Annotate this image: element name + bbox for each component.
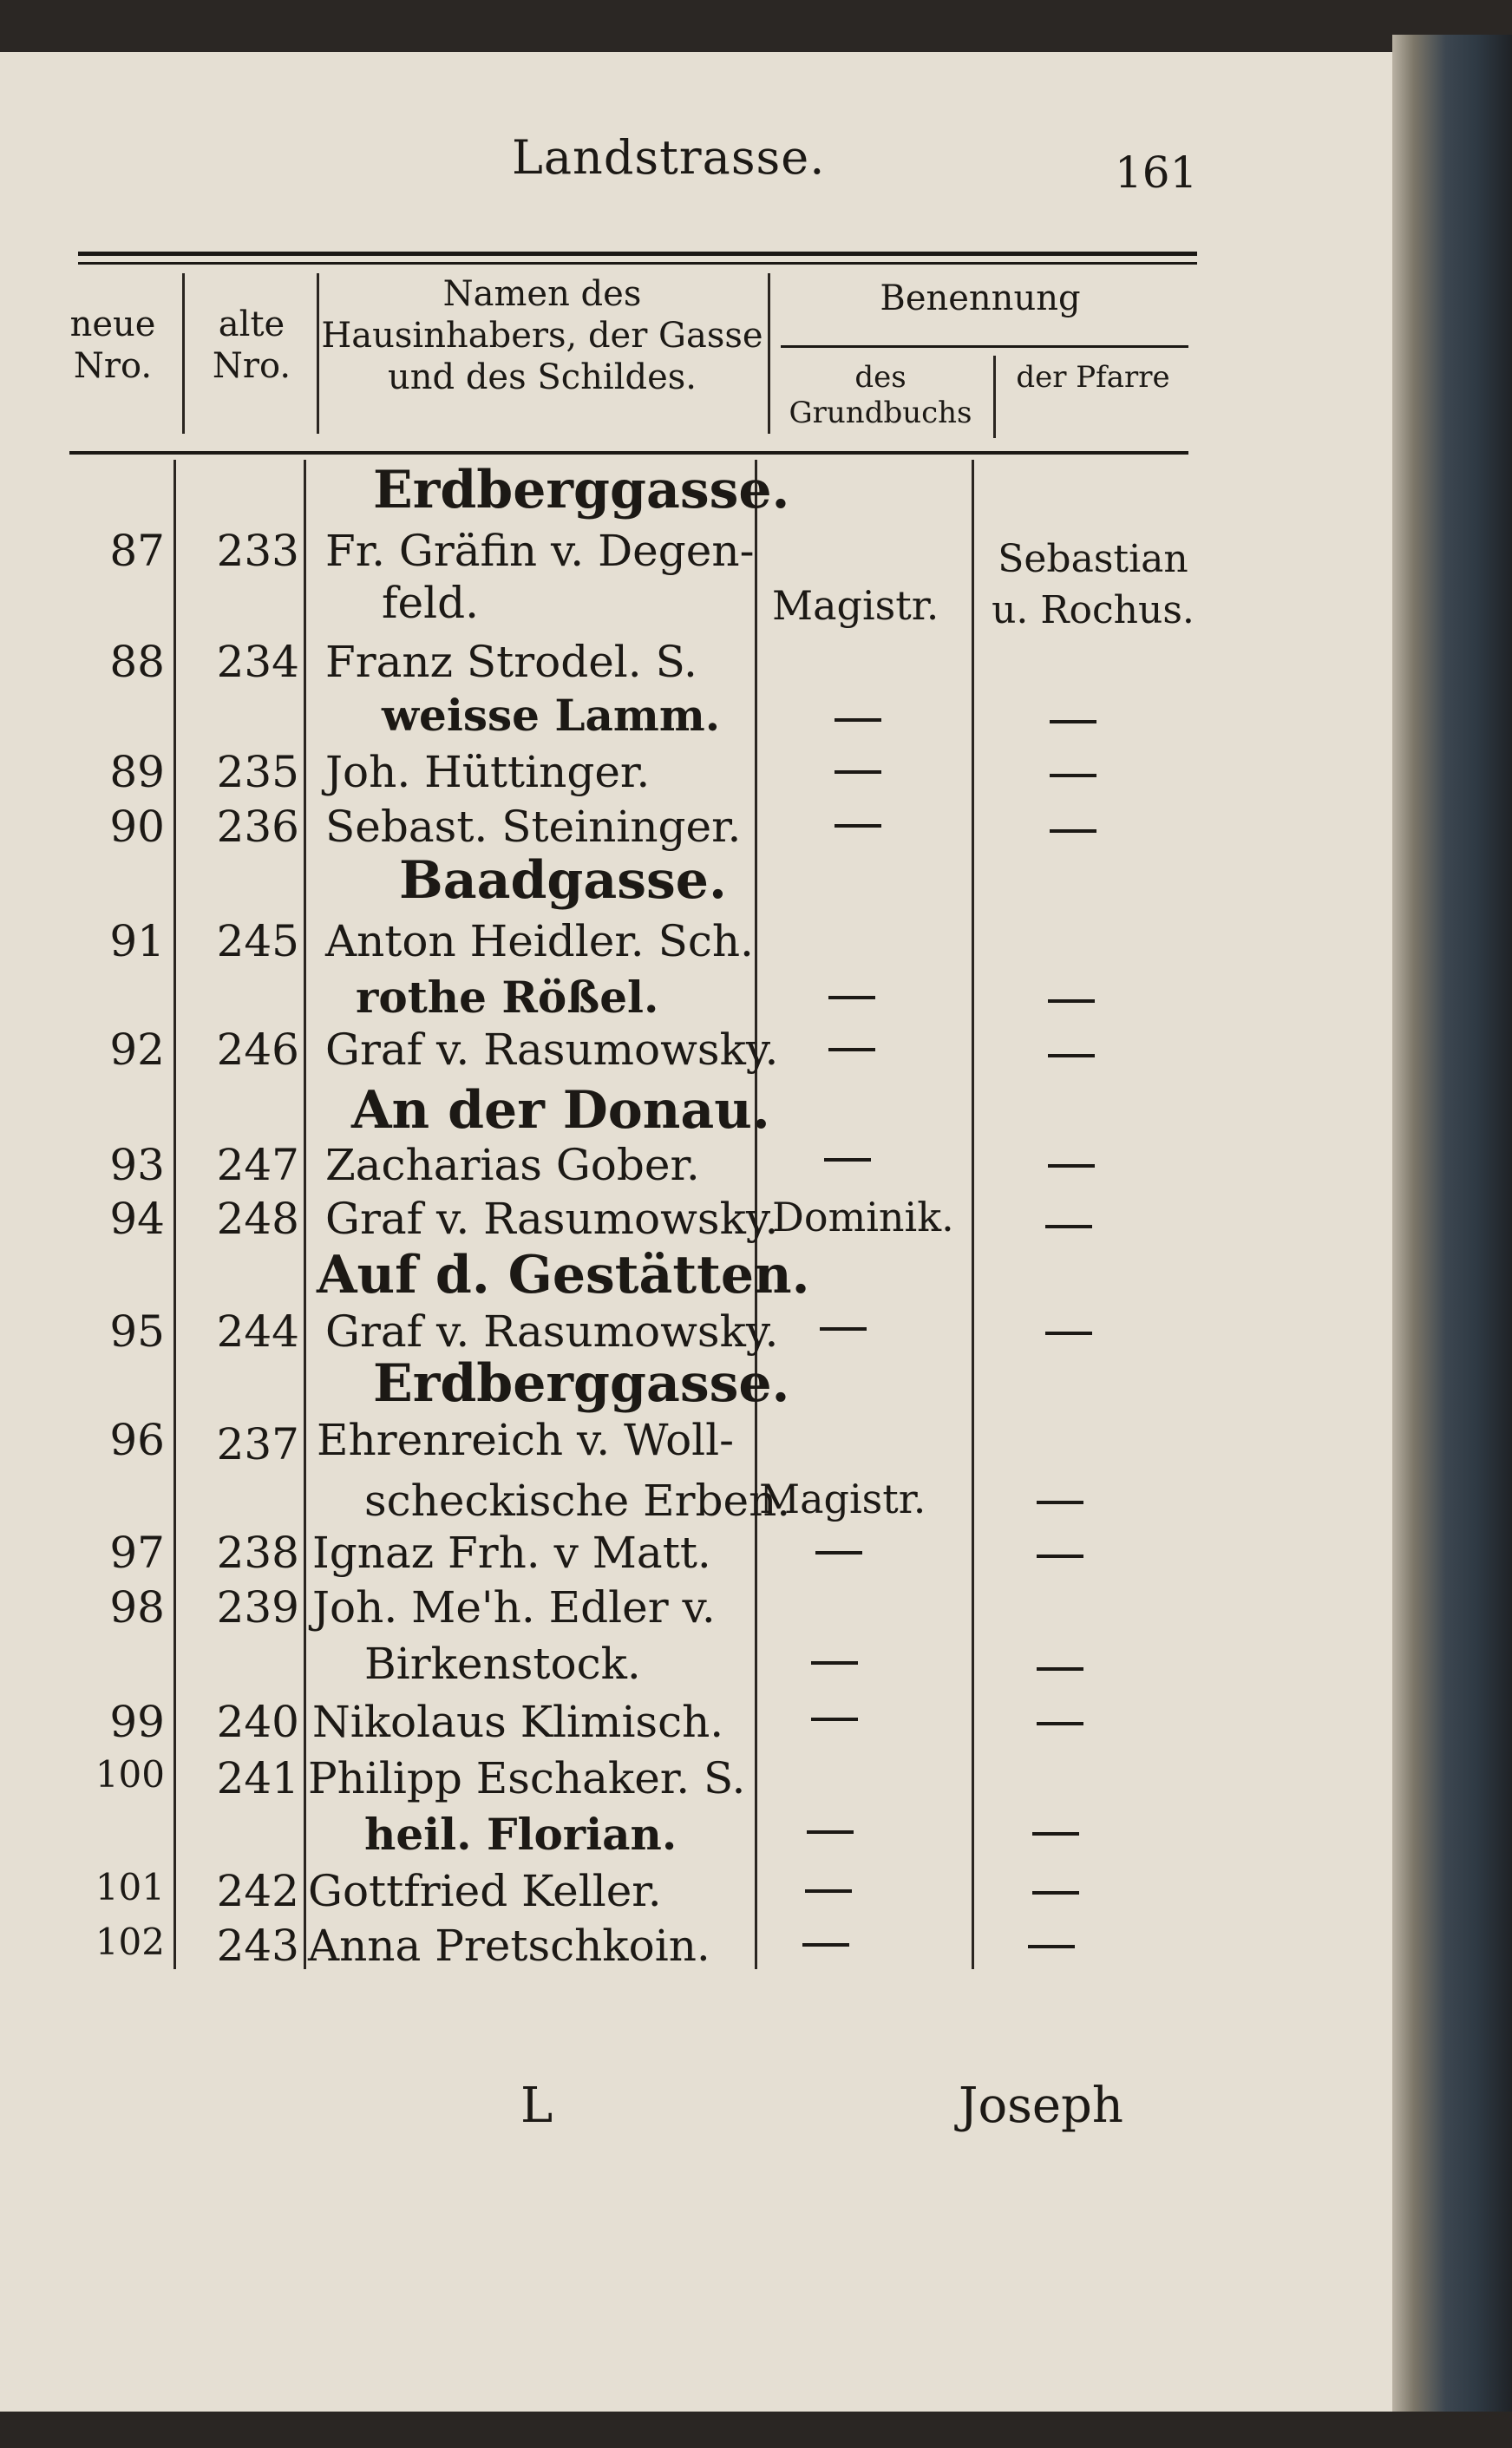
old-no: 241 — [216, 1753, 299, 1803]
new-no: 100 — [95, 1753, 165, 1796]
col-head-ground-book: des Grundbuchs — [789, 360, 972, 430]
section-heading: An der Donau. — [351, 1080, 770, 1141]
owner-line: feld. — [382, 578, 479, 628]
pfarre-ditto — [1032, 1832, 1079, 1836]
new-no: 90 — [109, 802, 165, 852]
owner-line: Sebast. Steininger. — [325, 802, 742, 852]
owner-line: Birkenstock. — [364, 1639, 641, 1689]
owner-line: Nikolaus Klimisch. — [312, 1697, 724, 1747]
grundbuch-value: Magistr. — [772, 582, 939, 629]
owner-line: Graf v. Rasumowsky. — [325, 1194, 779, 1244]
grundbuch-value: Dominik. — [772, 1194, 954, 1240]
grundbuch-ditto — [811, 1718, 858, 1721]
owner-line: Anton Heidler. Sch. — [325, 916, 754, 966]
pfarre-ditto — [1028, 1945, 1075, 1948]
old-no: 239 — [216, 1582, 299, 1633]
grundbuch-ditto — [824, 1158, 871, 1162]
pfarre-ditto — [1037, 1555, 1083, 1558]
pfarre-value: Sebastian u. Rochus. — [992, 537, 1195, 633]
grundbuch-ditto — [802, 1943, 849, 1947]
grundbuch-value: Magistr. — [759, 1476, 926, 1522]
old-no: 246 — [216, 1024, 299, 1075]
old-no: 244 — [216, 1306, 299, 1357]
pfarre-ditto — [1032, 1891, 1079, 1895]
grundbuch-ditto — [835, 718, 881, 722]
owner-line: Graf v. Rasumowsky. — [325, 1024, 779, 1075]
owner-line: rothe Rößel. — [356, 972, 659, 1023]
pfarre-ditto — [1037, 1501, 1083, 1504]
signature-mark: L — [520, 2078, 553, 2134]
body-divider-4 — [972, 460, 974, 1969]
old-no: 242 — [216, 1866, 299, 1916]
old-no: 238 — [216, 1528, 299, 1578]
col-head-parish: der Pfarre — [1016, 360, 1170, 395]
pfarre-ditto — [1037, 1722, 1083, 1725]
owner-line: Graf v. Rasumowsky. — [325, 1306, 779, 1357]
new-no: 97 — [109, 1528, 165, 1578]
old-no: 243 — [216, 1921, 299, 1971]
owner-line: Ehrenreich v. Woll- — [317, 1415, 735, 1465]
col-head-old-no: alte Nro. — [212, 304, 291, 386]
old-no: 236 — [216, 802, 299, 852]
scan-background — [0, 0, 1512, 52]
pfarre-ditto — [1050, 774, 1096, 777]
new-no: 98 — [109, 1582, 165, 1633]
new-no: 93 — [109, 1140, 165, 1190]
new-no: 89 — [109, 747, 165, 797]
header-rule-top — [78, 252, 1197, 256]
old-no: 234 — [216, 637, 299, 687]
section-heading: Erdberggasse. — [373, 460, 790, 520]
pfarre-ditto — [1045, 1332, 1092, 1335]
grundbuch-ditto — [815, 1551, 862, 1555]
header-divider-3 — [768, 273, 770, 434]
grundbuch-ditto — [811, 1661, 858, 1665]
new-no: 94 — [109, 1194, 165, 1244]
col-head-new-no: neue Nro. — [69, 304, 156, 386]
new-no: 88 — [109, 637, 165, 687]
body-divider-2 — [304, 460, 306, 1969]
new-no: 102 — [95, 1921, 165, 1963]
body-divider-1 — [173, 460, 176, 1969]
pfarre-ditto — [1050, 720, 1096, 723]
pfarre-ditto — [1045, 1225, 1092, 1228]
catchword: Joseph — [959, 2078, 1123, 2134]
section-heading: Baadgasse. — [399, 850, 727, 911]
new-no: 87 — [109, 526, 165, 576]
pfarre-ditto — [1048, 1164, 1095, 1168]
new-no: 91 — [109, 916, 165, 966]
grundbuch-ditto — [835, 824, 881, 828]
header-rule-bottom — [69, 451, 1188, 455]
owner-line: Philipp Eschaker. S. — [308, 1753, 746, 1803]
owner-line: Anna Pretschkoin. — [308, 1921, 710, 1971]
col-head-owner: Namen des Hausinhabers, der Gasse und des Schildes. — [321, 274, 763, 397]
old-no: 237 — [216, 1419, 299, 1469]
grundbuch-ditto — [820, 1327, 867, 1331]
pfarre-ditto — [1050, 829, 1096, 833]
owner-line: scheckische Erben. — [364, 1476, 791, 1526]
col-head-designation: Benennung — [880, 278, 1081, 318]
new-no: 96 — [109, 1415, 165, 1465]
header-rule-top-2 — [78, 262, 1197, 265]
owner-line: Zacharias Gober. — [325, 1140, 700, 1190]
grundbuch-ditto — [805, 1889, 852, 1893]
new-no: 95 — [109, 1306, 165, 1357]
old-no: 245 — [216, 916, 299, 966]
new-no: 101 — [95, 1866, 165, 1908]
header-rule-designation — [781, 345, 1188, 348]
old-no: 248 — [216, 1194, 299, 1244]
header-divider-1 — [182, 273, 185, 434]
header-divider-2 — [317, 273, 319, 434]
grundbuch-ditto — [828, 1048, 875, 1051]
owner-line: Joh. Hüttinger. — [325, 747, 651, 797]
grundbuch-ditto — [807, 1830, 854, 1834]
grundbuch-ditto — [835, 770, 881, 774]
owner-line: weisse Lamm. — [382, 690, 721, 741]
old-no: 247 — [216, 1140, 299, 1190]
section-heading: Auf d. Gestätten. — [317, 1245, 810, 1306]
owner-line: Fr. Gräfin v. Degen- — [325, 526, 755, 576]
pfarre-ditto — [1048, 999, 1095, 1003]
page-edge — [1392, 35, 1512, 2412]
new-no: 99 — [109, 1697, 165, 1747]
owner-line: heil. Florian. — [364, 1809, 677, 1860]
new-no: 92 — [109, 1024, 165, 1075]
owner-line: Franz Strodel. S. — [325, 637, 697, 687]
owner-line: Ignaz Frh. v Matt. — [312, 1528, 711, 1578]
page-number: 161 — [1115, 147, 1198, 198]
owner-line: Joh. Me'h. Edler v. — [312, 1582, 716, 1633]
owner-line: Gottfried Keller. — [308, 1866, 662, 1916]
pfarre-ditto — [1048, 1054, 1095, 1057]
old-no: 235 — [216, 747, 299, 797]
running-head: Landstrasse. — [512, 130, 826, 185]
section-heading: Erdberggasse. — [373, 1353, 790, 1414]
grundbuch-ditto — [828, 996, 875, 999]
old-no: 240 — [216, 1697, 299, 1747]
old-no: 233 — [216, 526, 299, 576]
pfarre-ditto — [1037, 1667, 1083, 1671]
header-divider-4 — [993, 356, 996, 438]
